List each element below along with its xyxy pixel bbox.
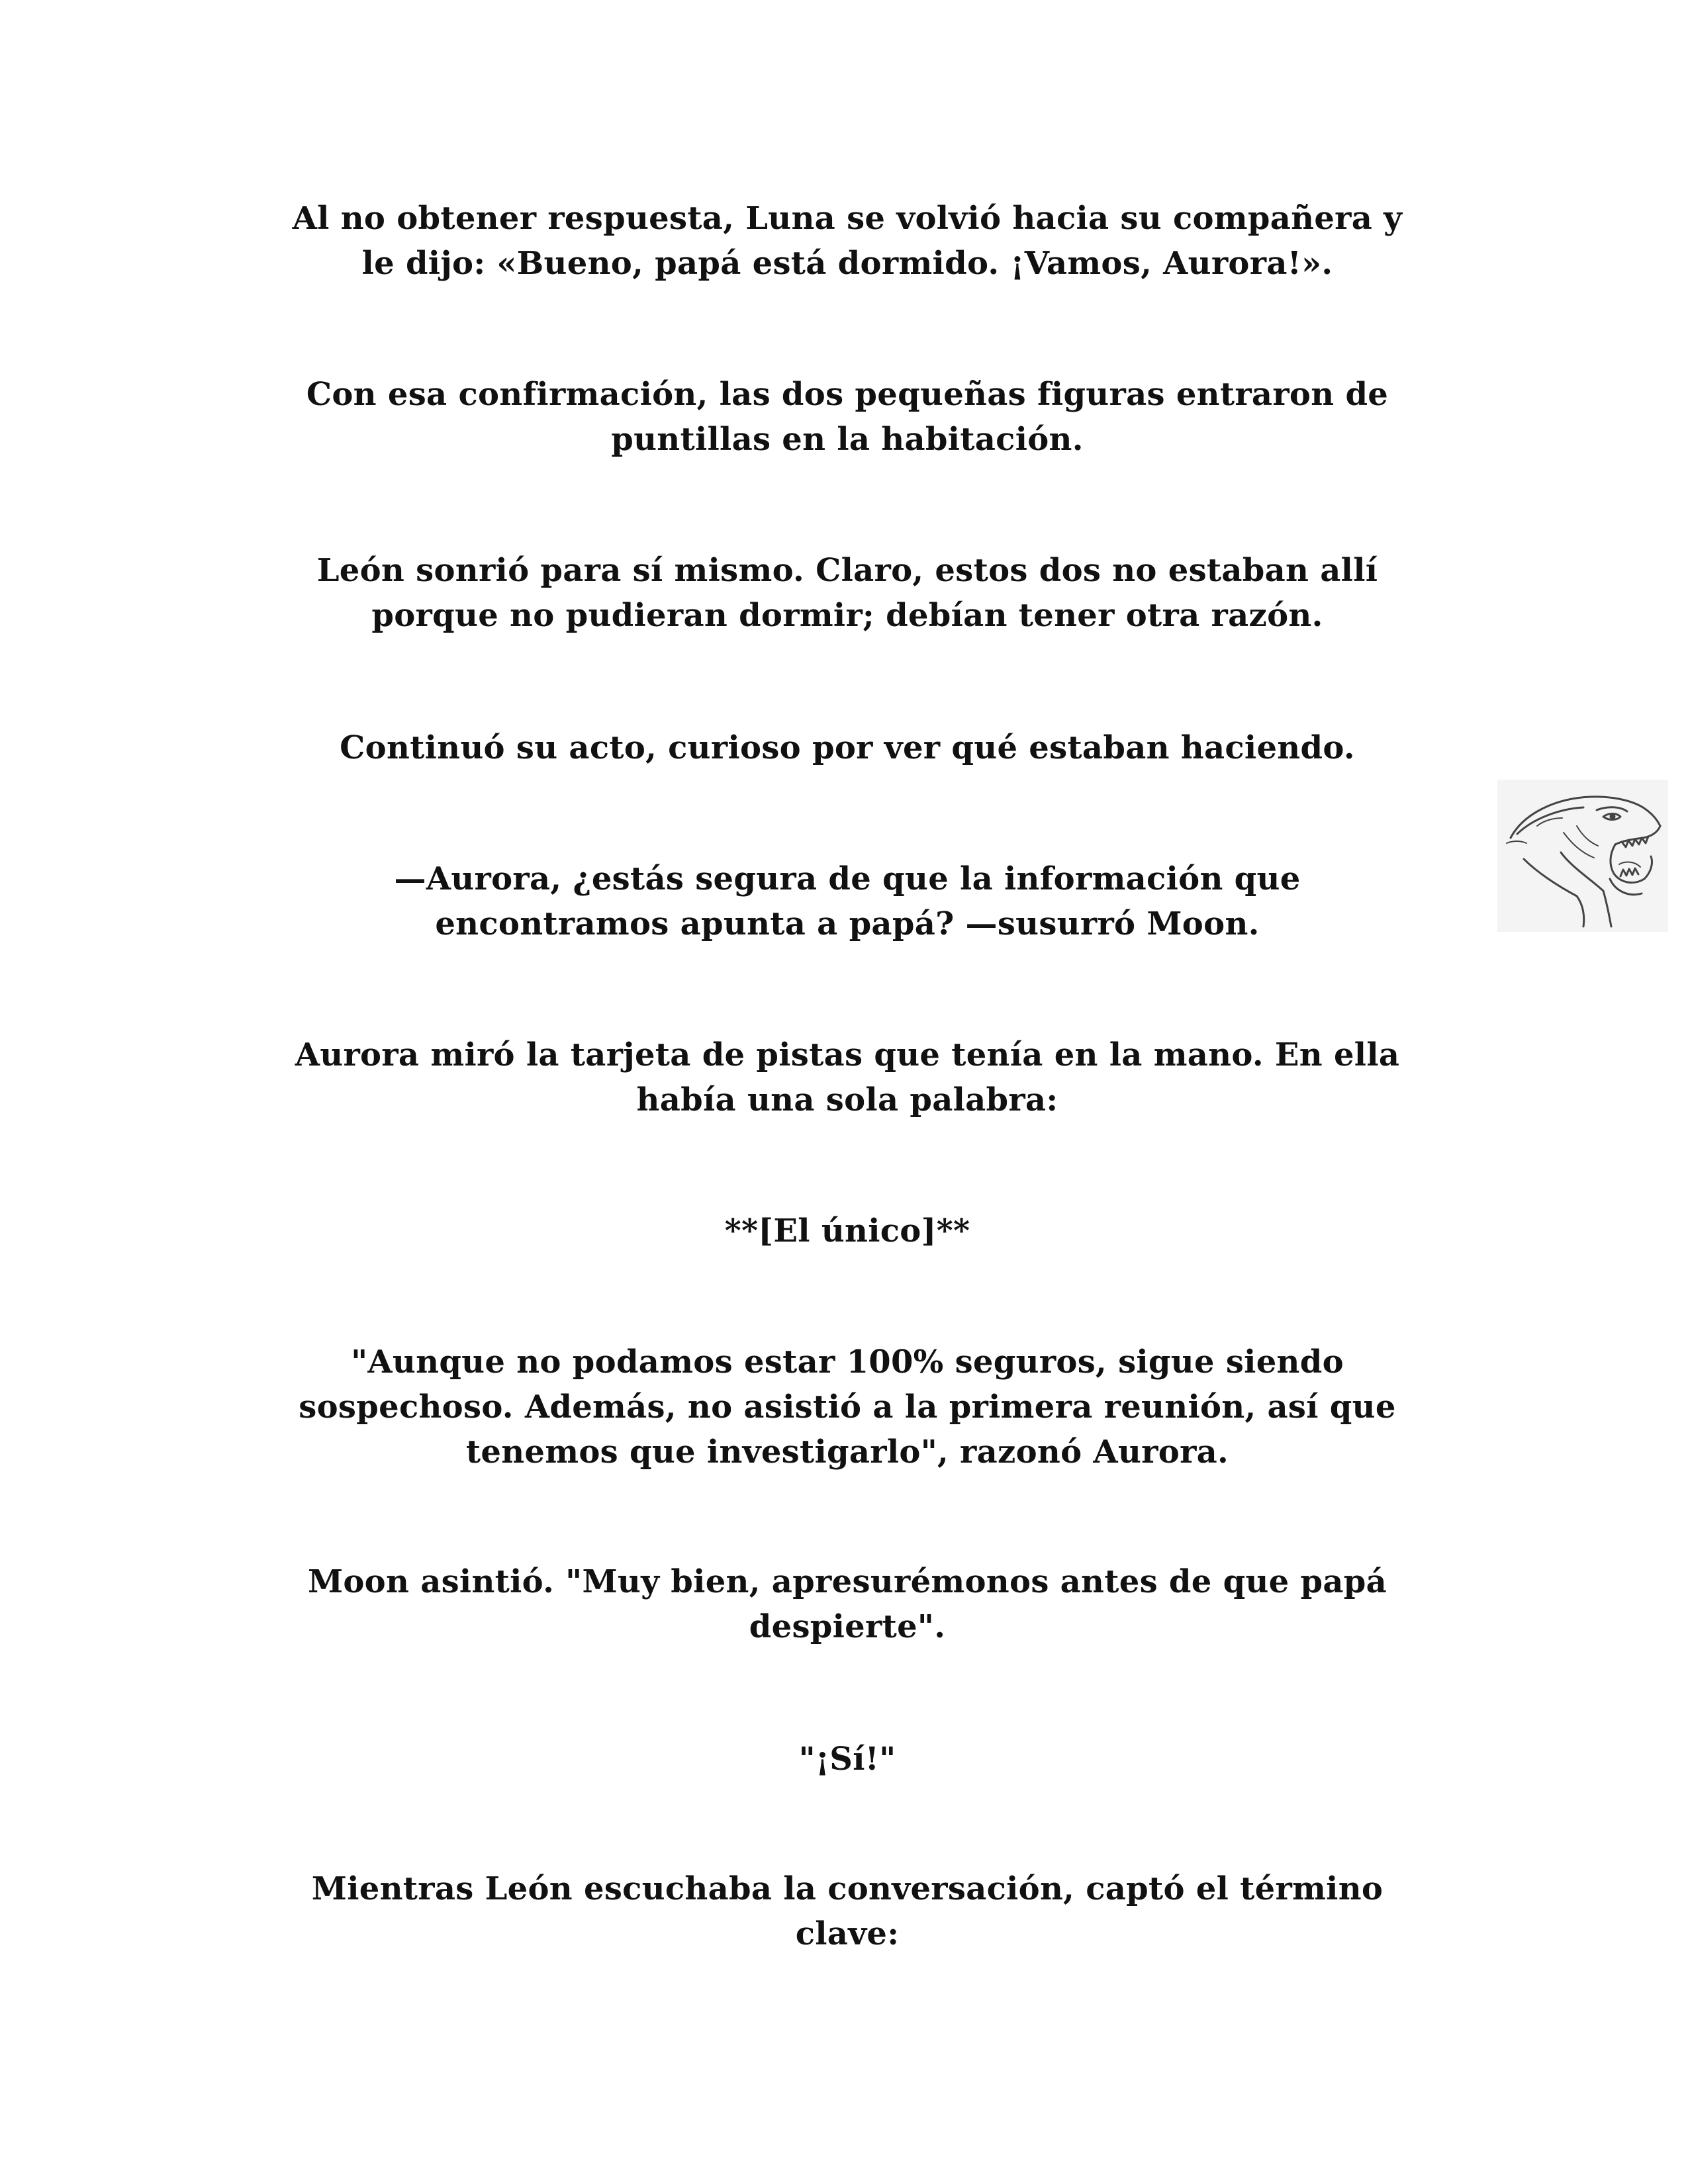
paragraph-line: tenemos que investigarlo", razonó Aurora. bbox=[465, 1433, 1229, 1471]
paragraph-line: Moon asintió. "Muy bien, apresurémonos antes de que papá bbox=[307, 1563, 1387, 1600]
paragraph-line: Mientras León escuchaba la conversación, captó el término bbox=[311, 1870, 1383, 1907]
paragraph-line: le dijo: «Bueno, papá está dormido. ¡Vamos, Aurora!». bbox=[361, 245, 1333, 282]
paragraph-line: Con esa confirmación, las dos pequeñas figuras entraron de bbox=[306, 376, 1389, 413]
clue-word bbox=[199, 1208, 1496, 1253]
dinosaur-head-sketch-icon bbox=[1497, 780, 1668, 932]
paragraph-line: puntillas en la habitación. bbox=[611, 421, 1084, 458]
paragraph-line: "Aunque no podamos estar 100% seguros, sigue siendo bbox=[351, 1343, 1344, 1381]
paragraph-line: "¡Sí!" bbox=[798, 1741, 896, 1778]
paragraph-10 bbox=[199, 1737, 1496, 1782]
paragraph-8 bbox=[199, 1340, 1496, 1475]
paragraph-3 bbox=[199, 548, 1496, 638]
paragraph-line: había una sola palabra: bbox=[636, 1081, 1058, 1118]
paragraph-line: sospechoso. Además, no asistió a la primera reunión, así que bbox=[299, 1388, 1396, 1426]
paragraph-1 bbox=[199, 196, 1496, 286]
paragraph-line: León sonrió para sí mismo. Claro, estos dos no estaban allí bbox=[316, 552, 1378, 589]
paragraph-line: despierte". bbox=[749, 1608, 946, 1645]
paragraph-4 bbox=[199, 725, 1496, 770]
paragraph-line: porque no pudieran dormir; debían tener otra razón. bbox=[371, 597, 1323, 634]
paragraph-2 bbox=[199, 372, 1496, 462]
paragraph-line: Continuó su acto, curioso por ver qué estaban haciendo. bbox=[340, 729, 1355, 766]
paragraph-11 bbox=[199, 1866, 1496, 1956]
paragraph-line: —Aurora, ¿estás segura de que la información que bbox=[394, 860, 1301, 897]
paragraph-9 bbox=[199, 1559, 1496, 1649]
paragraph-line: Al no obtener respuesta, Luna se volvió hacia su compañera y bbox=[292, 200, 1403, 237]
paragraph-line: Aurora miró la tarjeta de pistas que tenía en la mano. En ella bbox=[295, 1036, 1400, 1073]
paragraph-line: **[El único]** bbox=[724, 1212, 970, 1250]
paragraph-6 bbox=[199, 1032, 1496, 1122]
paragraph-5 bbox=[199, 856, 1496, 946]
paragraph-line: clave: bbox=[795, 1915, 900, 1952]
paragraph-line: encontramos apunta a papá? —susurró Moon. bbox=[435, 905, 1260, 942]
